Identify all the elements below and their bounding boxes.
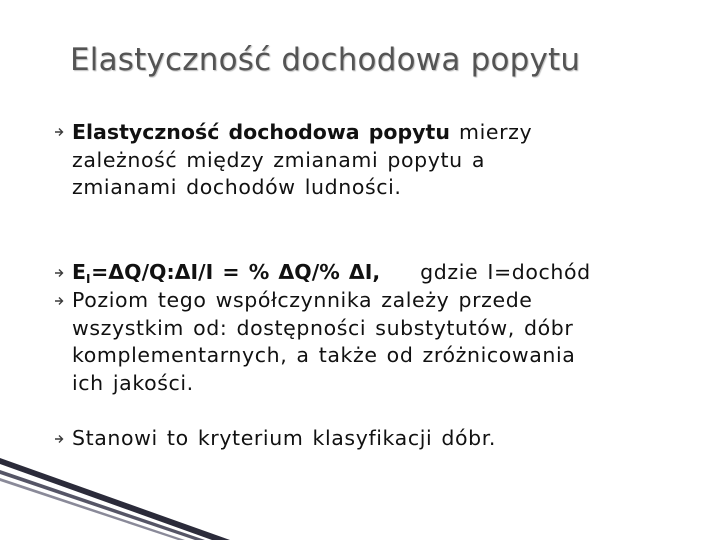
elasticity-formula: =ΔQ/Q:ΔI/I = % ΔQ/% ΔI,	[91, 260, 381, 284]
bullet-2-formula: $E_I=\Delta Q/Q:\Delta I/I$ = % ΔQ/% ΔI, gdzie I=dochód	[72, 260, 591, 286]
arrow-bullet-icon	[53, 126, 65, 138]
slide-title: Elastyczność dochodowa popytu	[70, 42, 581, 78]
arrow-bullet-icon	[53, 295, 65, 307]
bold-term: Elastyczność dochodowa popytu	[72, 120, 450, 144]
bullet-1-text: Elastyczność dochodowa popytu mierzy zależność między zmianami popytu a zmianami dochodów ludności.	[72, 120, 533, 199]
bullet-4-text: Stanowi to kryterium klasyfikacji dóbr.	[72, 426, 497, 450]
arrow-bullet-icon	[53, 267, 65, 279]
formula-note: gdzie I=dochód	[420, 260, 591, 284]
arrow-bullet-icon	[53, 433, 65, 445]
bullet-3-text: Poziom tego współczynnika zależy przede wszystkim od: dostępności substytutów, dóbr komplementarnych, a także od zróżnicowania ich jakości.	[72, 288, 576, 395]
